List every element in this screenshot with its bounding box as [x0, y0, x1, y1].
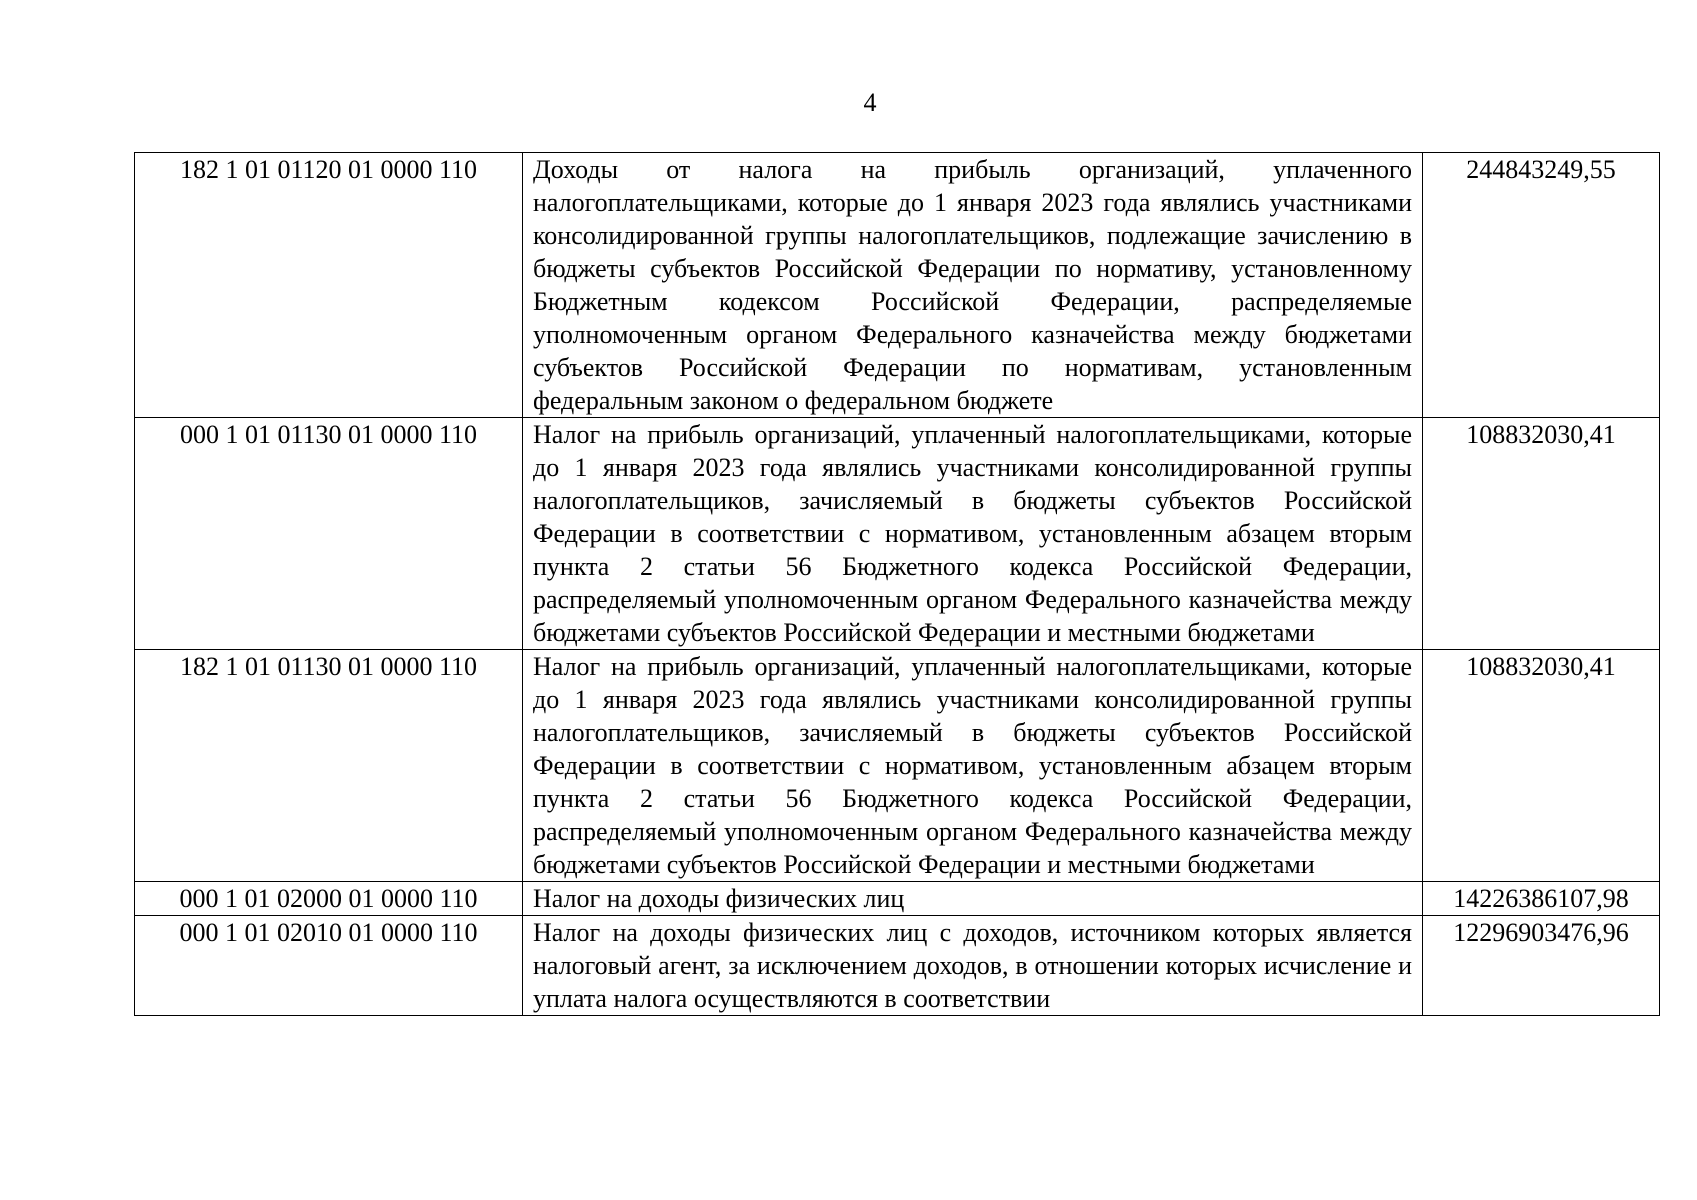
- income-description-cell: Доходы от налога на прибыль организаций, уплаченного налогоплательщиками, которые до 1 января 2023 года являлись участниками консолидированной группы налогоплательщиков, подлежащие зачислению в бюджеты субъектов Российской Федерации по нормативу, установленному Бюджетным кодексом Российской Федерации, распределяемые уполномоченным органом Федерального казначейства между бюджетами субъектов Российской Федерации по нормативам, установленным федеральным законом о федеральном бюджете: [523, 153, 1423, 418]
- table-row: [135, 882, 1660, 916]
- income-description-cell: Налог на прибыль организаций, уплаченный налогоплательщиками, которые до 1 января 2023 года являлись участниками консолидированной группы налогоплательщиков, зачисляемый в бюджеты субъектов Российской Федерации в соответствии с нормативом, установленным абзацем вторым пункта 2 статьи 56 Бюджетного кодекса Российской Федерации, распределяемый уполномоченным органом Федерального казначейства между бюджетами субъектов Российской Федерации и местными бюджетами: [523, 650, 1423, 882]
- amount-cell: 108832030,41: [1423, 650, 1660, 882]
- income-code-cell: 000 1 01 02000 01 0000 110: [135, 882, 523, 916]
- income-code-cell: 000 1 01 01130 01 0000 110: [135, 418, 523, 650]
- income-description-cell: Налог на доходы физических лиц с доходов, источником которых является налоговый агент, за исключением доходов, в отношении которых исчисление и уплата налога осуществляются в соответствии: [523, 916, 1423, 1016]
- income-code-cell: 182 1 01 01130 01 0000 110: [135, 650, 523, 882]
- table-row: [135, 153, 1660, 418]
- table-row: [135, 916, 1660, 1016]
- income-code-cell: 182 1 01 01120 01 0000 110: [135, 153, 523, 418]
- page-number: 4: [863, 88, 877, 117]
- amount-cell: 108832030,41: [1423, 418, 1660, 650]
- income-code-cell: 000 1 01 02010 01 0000 110: [135, 916, 523, 1016]
- amount-cell: 244843249,55: [1423, 153, 1660, 418]
- table-row: [135, 650, 1660, 882]
- amount-cell: 12296903476,96: [1423, 916, 1660, 1016]
- income-description-cell: Налог на прибыль организаций, уплаченный налогоплательщиками, которые до 1 января 2023 года являлись участниками консолидированной группы налогоплательщиков, зачисляемый в бюджеты субъектов Российской Федерации в соответствии с нормативом, установленным абзацем вторым пункта 2 статьи 56 Бюджетного кодекса Российской Федерации, распределяемый уполномоченным органом Федерального казначейства между бюджетами субъектов Российской Федерации и местными бюджетами: [523, 418, 1423, 650]
- table-row: [135, 418, 1660, 650]
- income-description-cell: Налог на доходы физических лиц: [523, 882, 1423, 916]
- amount-cell: 14226386107,98: [1423, 882, 1660, 916]
- budget-income-table: [134, 152, 1660, 1016]
